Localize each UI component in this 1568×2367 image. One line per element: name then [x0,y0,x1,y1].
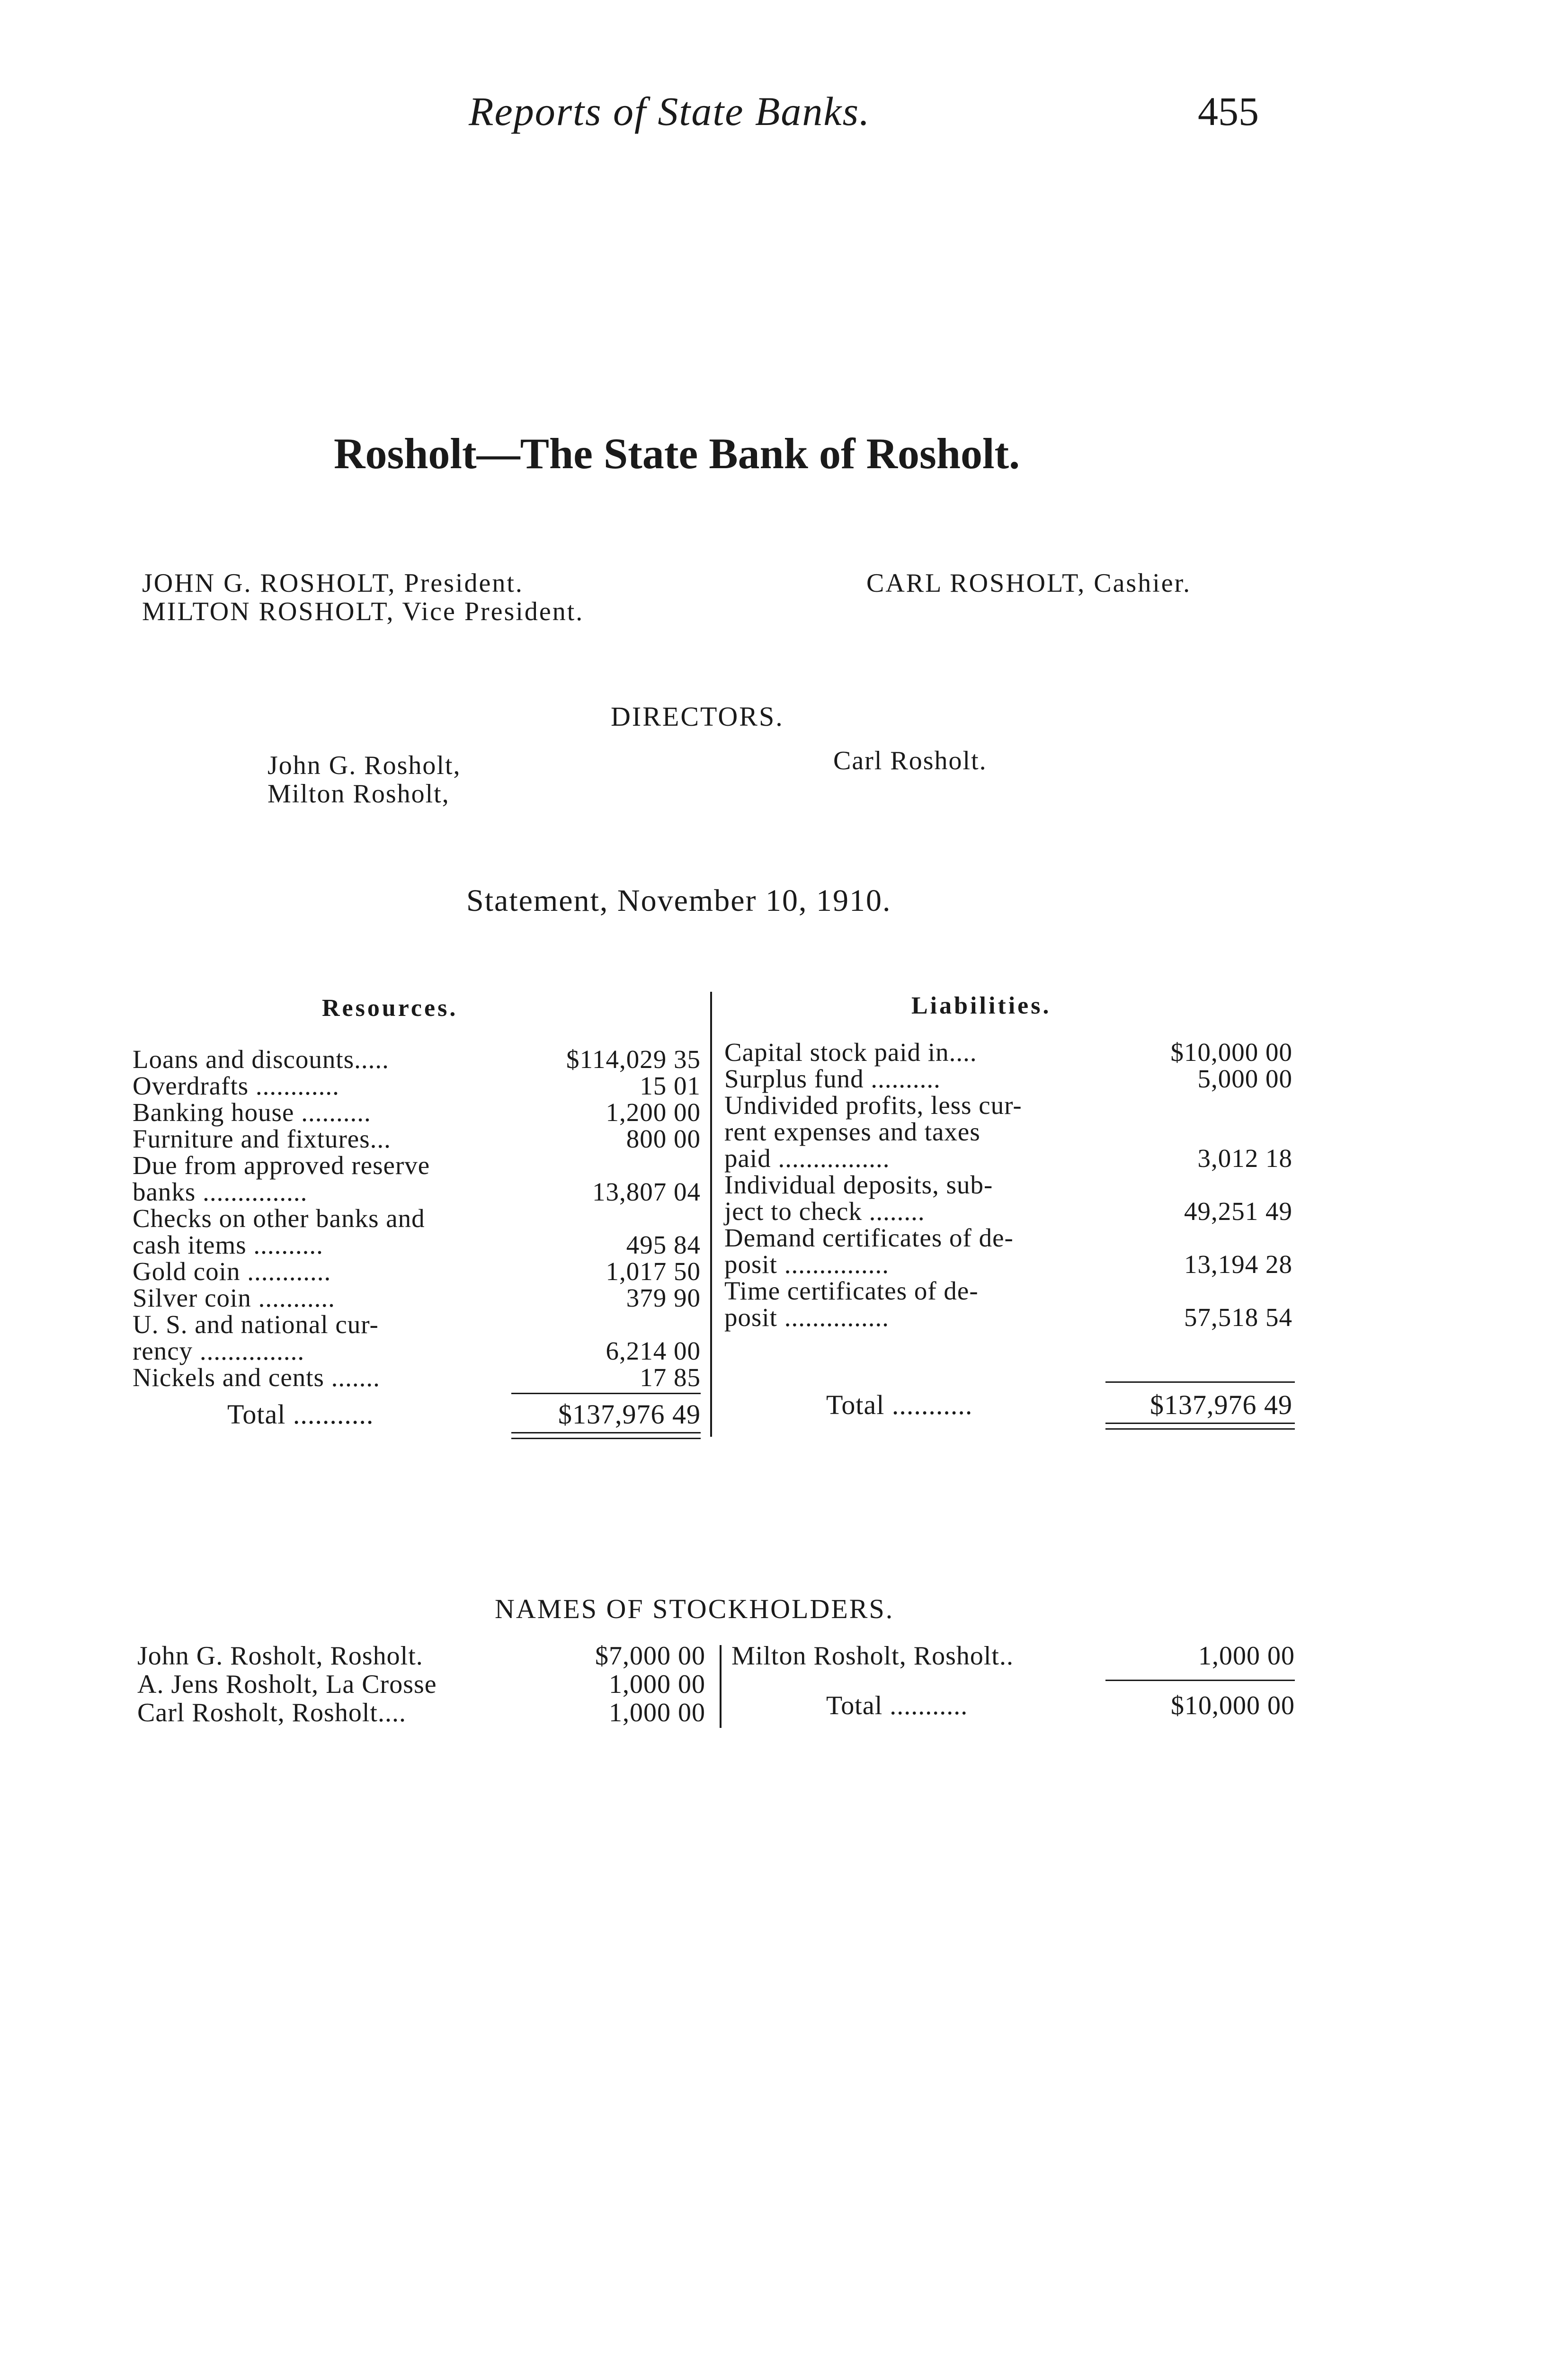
director-name: Carl Rosholt. [833,746,987,775]
officer-president: JOHN G. ROSHOLT, President. [142,569,524,598]
line-label: rent expenses and taxes [724,1117,980,1146]
resources-heading: Resources. [322,995,458,1022]
total-double-rule [511,1432,701,1433]
total-amount: $10,000 00 [1171,1691,1295,1720]
liabilities-heading: Liabilities. [911,992,1051,1019]
line-amount: 800 00 [626,1124,701,1153]
director-name: Milton Rosholt, [267,779,450,809]
line-label: U. S. and national cur- [133,1310,379,1339]
officer-cashier: CARL ROSHOLT, Cashier. [866,569,1192,598]
total-label: Total ........... [826,1691,968,1720]
line-label: ject to check ........ [724,1197,925,1226]
line-label: Time certificates of de- [724,1276,979,1305]
bank-title: Rosholt—The State Bank of Rosholt. [334,429,1020,478]
line-label: banks ............... [133,1177,308,1206]
stockholder-name: John G. Rosholt, Rosholt. [137,1641,423,1671]
line-amount: 5,000 00 [1197,1064,1292,1093]
line-label: Furniture and fixtures... [133,1124,391,1153]
stockholder-name: Carl Rosholt, Rosholt.... [137,1698,406,1727]
stockholders-heading: NAMES OF STOCKHOLDERS. [495,1593,894,1624]
stockholder-amount: 1,000 00 [1198,1641,1295,1671]
column-divider [720,1645,722,1728]
line-amount: 15 01 [640,1071,701,1100]
total-double-rule [1105,1428,1295,1430]
stockholder-name: A. Jens Rosholt, La Crosse [137,1670,437,1699]
subtotal-rule [1105,1381,1295,1383]
line-label: paid ................ [724,1144,890,1173]
line-label: Silver coin ........... [133,1283,335,1312]
total-double-rule [1105,1423,1295,1424]
subtotal-rule [1105,1680,1295,1681]
director-name: John G. Rosholt, [267,751,461,780]
running-header-title: Reports of State Banks. [469,89,871,134]
stockholder-name: Milton Rosholt, Rosholt.. [731,1641,1014,1671]
line-label: Individual deposits, sub- [724,1170,993,1199]
stockholder-amount: 1,000 00 [609,1698,705,1727]
subtotal-rule [511,1393,701,1394]
line-label: Banking house .......... [133,1098,371,1127]
line-amount: 3,012 18 [1197,1144,1292,1173]
total-double-rule [511,1438,701,1439]
line-amount: 1,017 50 [606,1257,701,1286]
line-amount: 1,200 00 [606,1098,701,1127]
line-label: Overdrafts ............ [133,1071,339,1100]
page-number: 455 [1198,89,1259,134]
total-amount: $137,976 49 [1150,1389,1292,1420]
line-amount: $114,029 35 [566,1045,701,1074]
line-label: Due from approved reserve [133,1151,430,1180]
line-amount: 379 90 [626,1283,701,1312]
directors-heading: DIRECTORS. [611,701,784,732]
line-label: Nickels and cents ....... [133,1363,380,1392]
line-label: posit ............... [724,1303,889,1332]
line-label: rency ............... [133,1336,305,1365]
line-amount: 495 84 [626,1230,701,1259]
total-label: Total ........... [227,1399,374,1430]
line-label: Capital stock paid in.... [724,1038,977,1067]
line-amount: 13,194 28 [1184,1250,1292,1279]
line-amount: 13,807 04 [592,1177,701,1206]
line-label: Loans and discounts..... [133,1045,389,1074]
line-label: Checks on other banks and [133,1204,425,1233]
statement-date: Statement, November 10, 1910. [466,883,891,918]
line-amount: 57,518 54 [1184,1303,1292,1332]
line-amount: $10,000 00 [1170,1038,1292,1067]
line-label: Surplus fund .......... [724,1064,941,1093]
line-label: Demand certificates of de- [724,1223,1014,1252]
line-label: cash items .......... [133,1230,323,1259]
officer-vice-president: MILTON ROSHOLT, Vice President. [142,597,584,626]
stockholder-amount: 1,000 00 [609,1670,705,1699]
total-label: Total ........... [826,1389,973,1420]
line-label: posit ............... [724,1250,889,1279]
line-amount: 6,214 00 [606,1336,701,1365]
column-divider [710,992,712,1437]
line-amount: 17 85 [640,1363,701,1392]
total-amount: $137,976 49 [558,1399,701,1430]
line-label: Undivided profits, less cur- [724,1091,1022,1120]
line-amount: 49,251 49 [1184,1197,1292,1226]
stockholder-amount: $7,000 00 [595,1641,705,1671]
line-label: Gold coin ............ [133,1257,331,1286]
